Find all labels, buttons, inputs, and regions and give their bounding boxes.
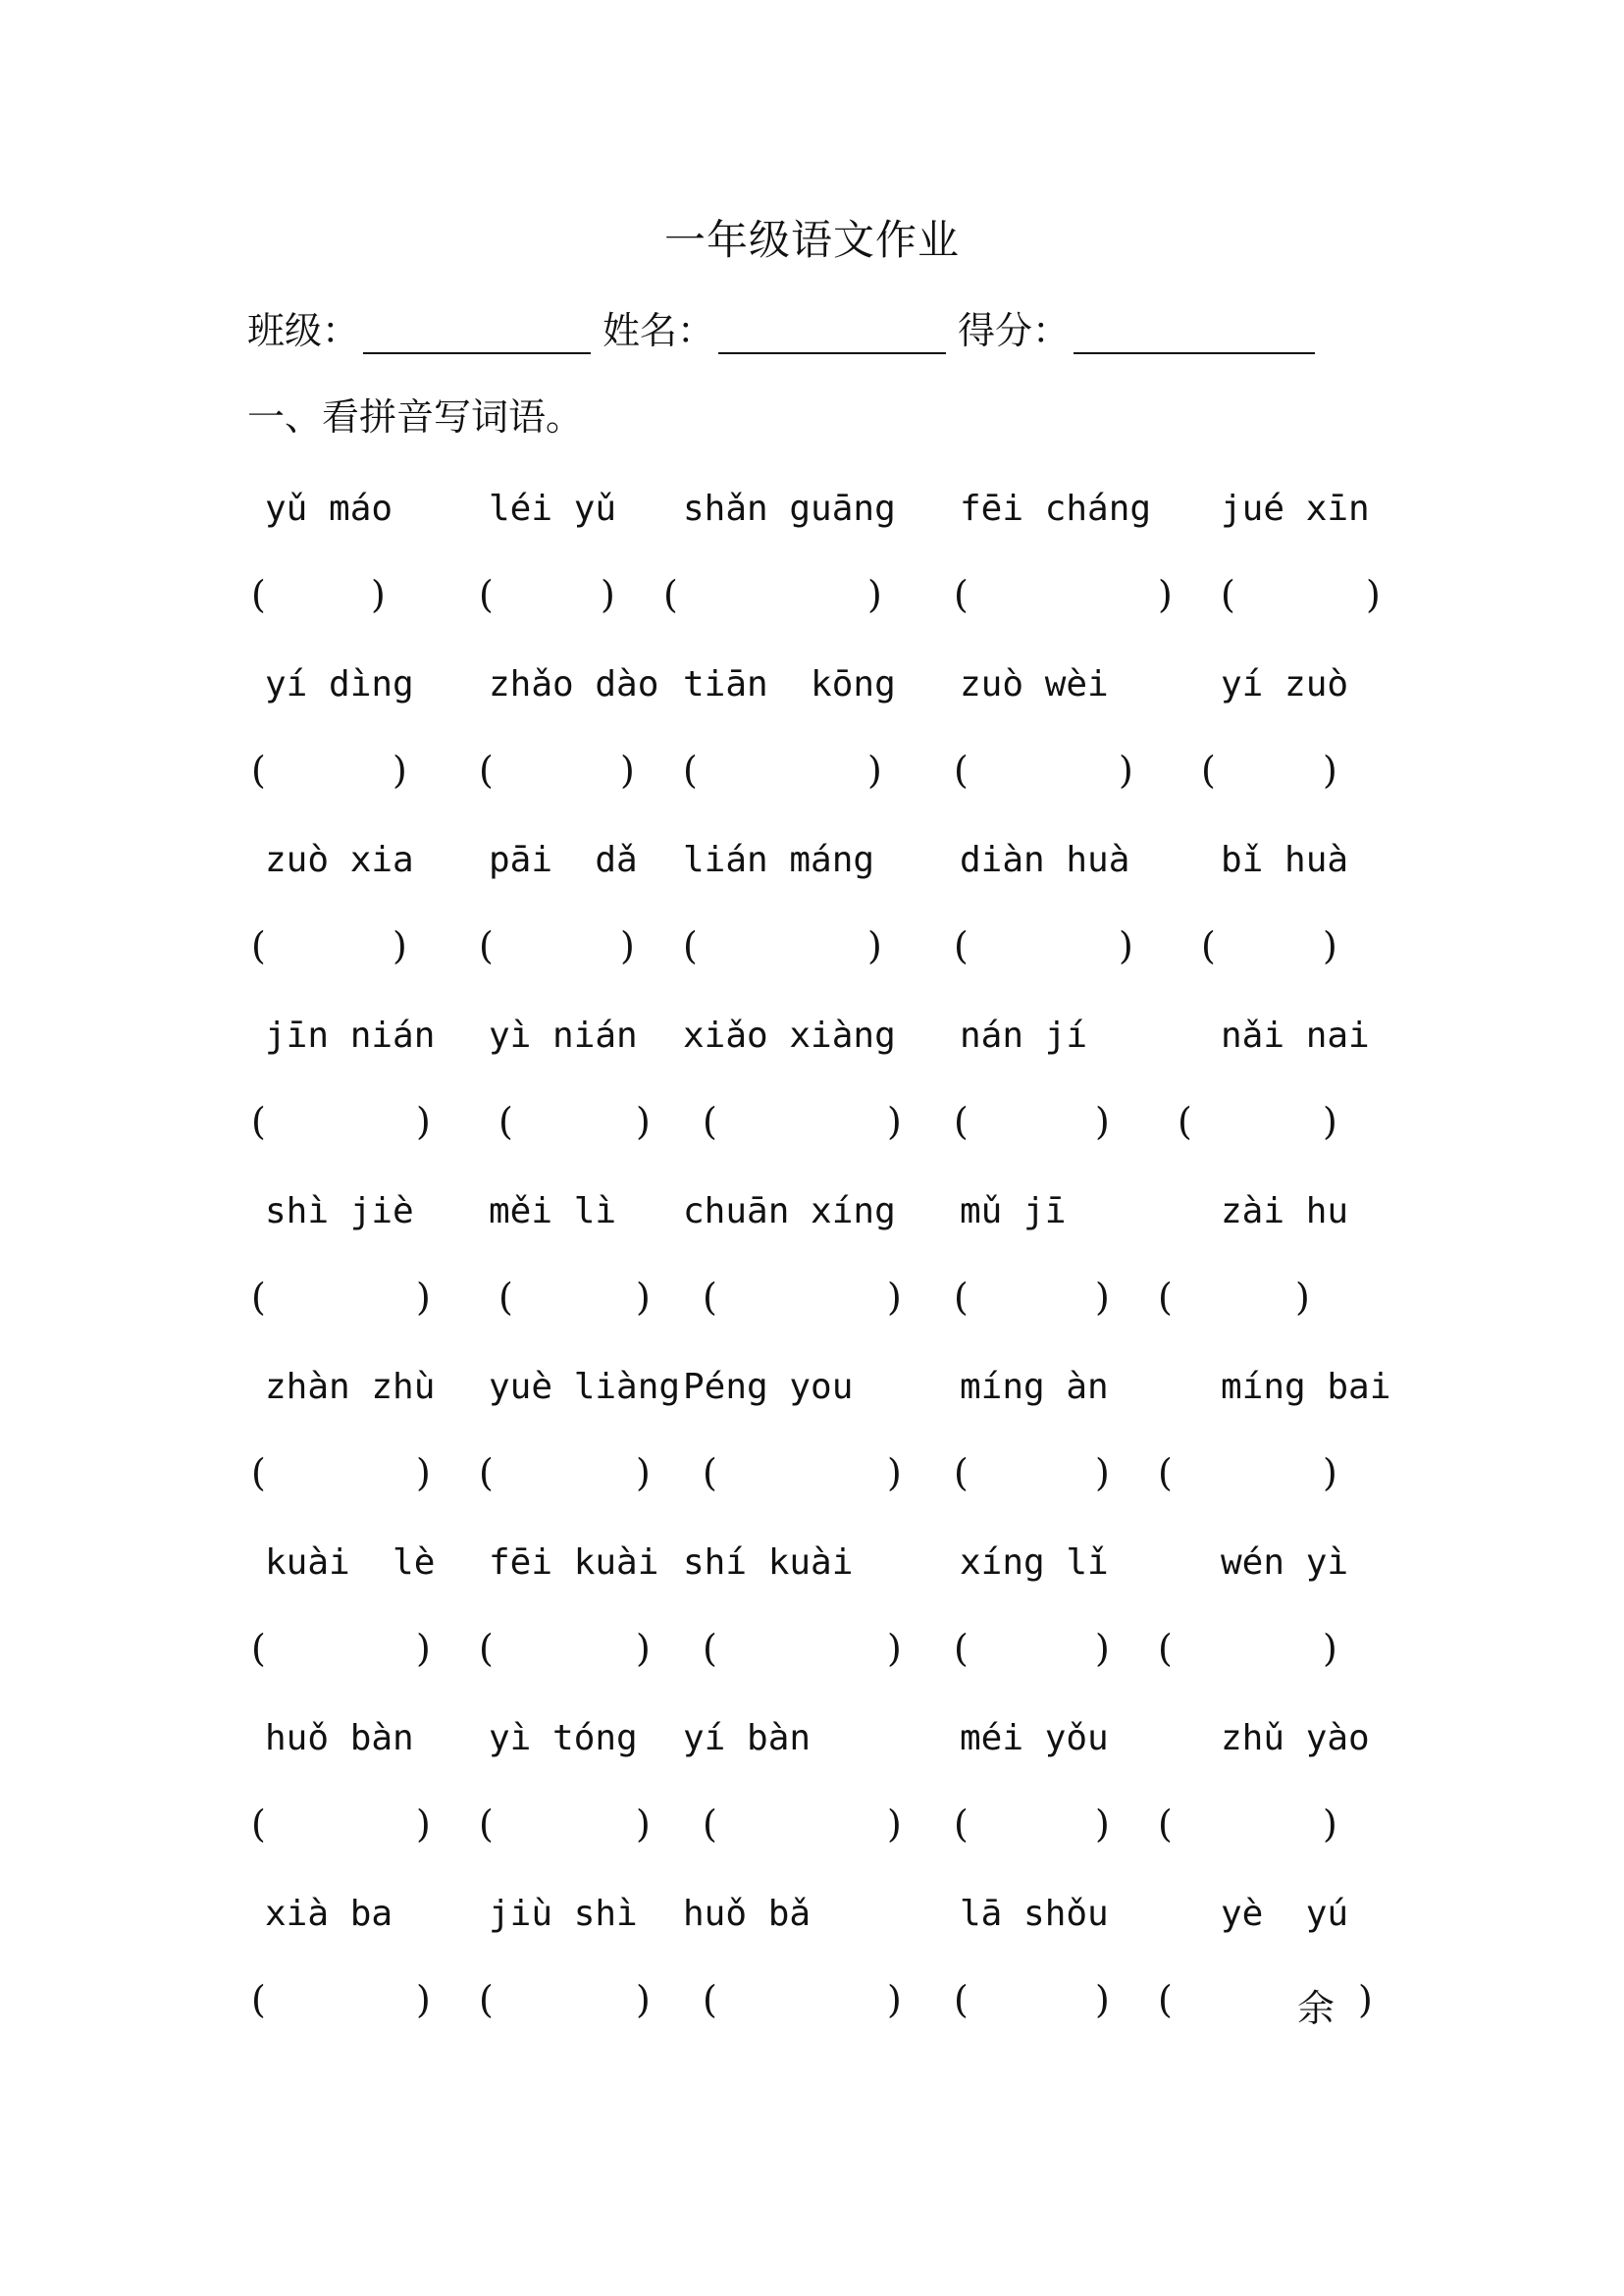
answer-open-paren: ( [954,1978,969,2021]
answer-open-paren: ( [251,1276,266,1319]
answer-close-paren: ) [1323,1100,1337,1143]
pinyin-word: xíng lǐ [960,1542,1109,1583]
answer-close-paren: ) [601,573,615,616]
pinyin-word: nǎi nai [1221,1016,1370,1056]
answer-close-paren: ) [1323,924,1337,967]
answer-open-paren: ( [954,749,969,792]
pinyin-word: xiǎo xiàng [683,1016,896,1056]
answer-close-paren: ) [1095,1451,1110,1494]
answer-close-paren: ) [1119,924,1133,967]
pinyin-word: shǎn guāng [683,489,896,529]
answer-open-paren: ( [479,1802,494,1846]
answer-open-paren: ( [479,1627,494,1670]
answer-close-paren: ) [887,1978,902,2021]
pinyin-word: yí zuò [1221,664,1349,704]
answer-open-paren: ( [954,1276,969,1319]
pinyin-word: lā shǒu [960,1894,1109,1934]
answer-close-paren: ) [416,1978,431,2021]
answer-close-paren: ) [1095,1978,1110,2021]
answer-close-paren: ) [1095,1276,1110,1319]
pinyin-word: míng bai [1221,1367,1391,1407]
answer-close-paren: ) [1323,749,1337,792]
answer-open-paren: ( [703,1451,717,1494]
answer-open-paren: ( [251,1451,266,1494]
answer-open-paren: ( [1158,1276,1173,1319]
pinyin-word: zuò wèi [960,664,1109,704]
pinyin-word: tiān kōng [683,664,896,704]
pinyin-word: fēi kuài [489,1542,659,1583]
pinyin-word: yí bàn [683,1718,812,1758]
answer-open-paren: ( [251,573,266,616]
answer-close-paren: ) [636,1978,651,2021]
pinyin-word: míng àn [960,1367,1109,1407]
answer-open-paren: ( [703,1276,717,1319]
answer-close-paren: ) [636,1451,651,1494]
answer-open-paren: ( [498,1276,513,1319]
pinyin-word: zài hu [1221,1191,1349,1231]
answer-open-paren: ( [683,924,698,967]
pinyin-word: lián máng [683,840,875,880]
answer-open-paren: ( [1178,1100,1192,1143]
answer-open-paren: ( [1158,1627,1173,1670]
answer-close-paren: ) [393,924,407,967]
pinyin-word: yuè liàng [489,1367,681,1407]
answer-close-paren: ) [867,573,882,616]
pinyin-word: jīn nián [265,1016,436,1056]
answer-close-paren: ) [867,924,882,967]
answer-open-paren: ( [498,1100,513,1143]
answer-close-paren: ) [1095,1627,1110,1670]
pinyin-word: méi yǒu [960,1718,1109,1758]
pinyin-word: zuò xia [265,840,414,880]
name-label: 姓名： [602,309,715,352]
pinyin-word: xià ba [265,1894,393,1934]
pinyin-word: diàn huà [960,840,1130,880]
answer-open-paren: ( [1158,1451,1173,1494]
class-label: 班级： [247,309,360,352]
pinyin-word: pāi dǎ [489,840,638,880]
answer-close-paren: ) [1323,1627,1337,1670]
answer-open-paren: ( [954,924,969,967]
pinyin-word: léi yǔ [489,489,617,529]
answer-open-paren: ( [954,1451,969,1494]
answer-close-paren: ) [371,573,386,616]
answer-open-paren: ( [1221,573,1235,616]
pinyin-word: shì jiè [265,1191,414,1231]
answer-close-paren: ) [1158,573,1173,616]
answer-close-paren: ) [636,1627,651,1670]
pinyin-word: yǔ máo [265,489,393,529]
answer-open-paren: ( [1201,924,1216,967]
answer-open-paren: ( [251,924,266,967]
pinyin-word: yè yú [1221,1894,1349,1934]
answer-open-paren: ( [954,1100,969,1143]
pinyin-word: huǒ bǎ [683,1894,812,1934]
answer-close-paren: ) [416,1802,431,1846]
answer-open-paren: ( [1201,749,1216,792]
pinyin-word: kuài lè [265,1542,436,1583]
answer-open-paren: ( [479,1451,494,1494]
answer-open-paren: ( [479,573,494,616]
answer-open-paren: ( [251,1802,266,1846]
answer-open-paren: ( [954,1802,969,1846]
pinyin-word: yì nián [489,1016,638,1056]
answer-close-paren: ) [887,1100,902,1143]
student-info-line [247,300,1327,354]
pinyin-word: nán jí [960,1016,1088,1056]
answer-close-paren: ) [393,749,407,792]
answer-open-paren: ( [251,1978,266,2021]
answer-open-paren: ( [703,1802,717,1846]
answer-open-paren: ( [683,749,698,792]
answer-open-paren: ( [703,1627,717,1670]
answer-close-paren: ) [1119,749,1133,792]
answer-open-paren: ( [479,1978,494,2021]
answer-open-paren: ( [1158,1978,1173,2021]
pinyin-word: mǔ jī [960,1191,1067,1231]
answer-open-paren: ( [954,573,969,616]
pinyin-word: bǐ huà [1221,840,1349,880]
answer-close-paren: ) [1095,1802,1110,1846]
score-label: 得分： [958,309,1071,352]
answer-close-paren: ) [1095,1100,1110,1143]
answer-close-paren: ) [620,749,635,792]
answer-close-paren: ) [887,1627,902,1670]
class-blank[interactable] [363,317,591,354]
answer-close-paren: ) [1323,1451,1337,1494]
pinyin-word: yì tóng [489,1718,638,1758]
pinyin-word: shí kuài [683,1542,854,1583]
pinyin-word: yí dìng [265,664,414,704]
answer-open-paren: ( [1158,1802,1173,1846]
answer-close-paren: ) [620,924,635,967]
pinyin-word: fēi cháng [960,489,1152,529]
answer-close-paren: ) [416,1627,431,1670]
answer-open-paren: ( [479,749,494,792]
answer-close-paren: ) [1366,573,1381,616]
section-heading: 一、看拼音写词语。 [247,395,584,439]
answer-close-paren: ) [416,1276,431,1319]
pinyin-word: Péng you [683,1367,854,1407]
answer-open-paren: ( [479,924,494,967]
answer-close-paren: ) [416,1100,431,1143]
pinyin-word: zhàn zhù [265,1367,436,1407]
answer-open-paren: ( [251,749,266,792]
pinyin-word: měi lì [489,1191,617,1231]
filled-answer: 余 [1297,1987,1336,2030]
answer-open-paren: ( [251,1627,266,1670]
pinyin-word: jiù shì [489,1894,638,1934]
answer-open-paren: ( [663,573,678,616]
pinyin-word: zhǎo dào [489,664,659,704]
page-title: 一年级语文作业 [663,216,960,264]
pinyin-word: chuān xíng [683,1191,896,1231]
score-blank[interactable] [1074,317,1315,354]
name-blank[interactable] [718,317,946,354]
pinyin-word: zhǔ yào [1221,1718,1370,1758]
answer-open-paren: ( [251,1100,266,1143]
answer-close-paren: ) [887,1802,902,1846]
pinyin-word: huǒ bàn [265,1718,414,1758]
answer-close-paren: ) [887,1276,902,1319]
answer-close-paren: ) [1323,1802,1337,1846]
pinyin-word: jué xīn [1221,489,1370,529]
answer-close-paren: ) [1295,1276,1310,1319]
answer-open-paren: ( [703,1100,717,1143]
answer-open-paren: ( [954,1627,969,1670]
answer-close-paren: ) [636,1276,651,1319]
answer-close-paren: ) [867,749,882,792]
answer-close-paren: ) [1358,1978,1373,2021]
answer-close-paren: ) [887,1451,902,1494]
answer-close-paren: ) [636,1100,651,1143]
answer-close-paren: ) [416,1451,431,1494]
answer-open-paren: ( [703,1978,717,2021]
answer-close-paren: ) [636,1802,651,1846]
pinyin-word: wén yì [1221,1542,1349,1583]
